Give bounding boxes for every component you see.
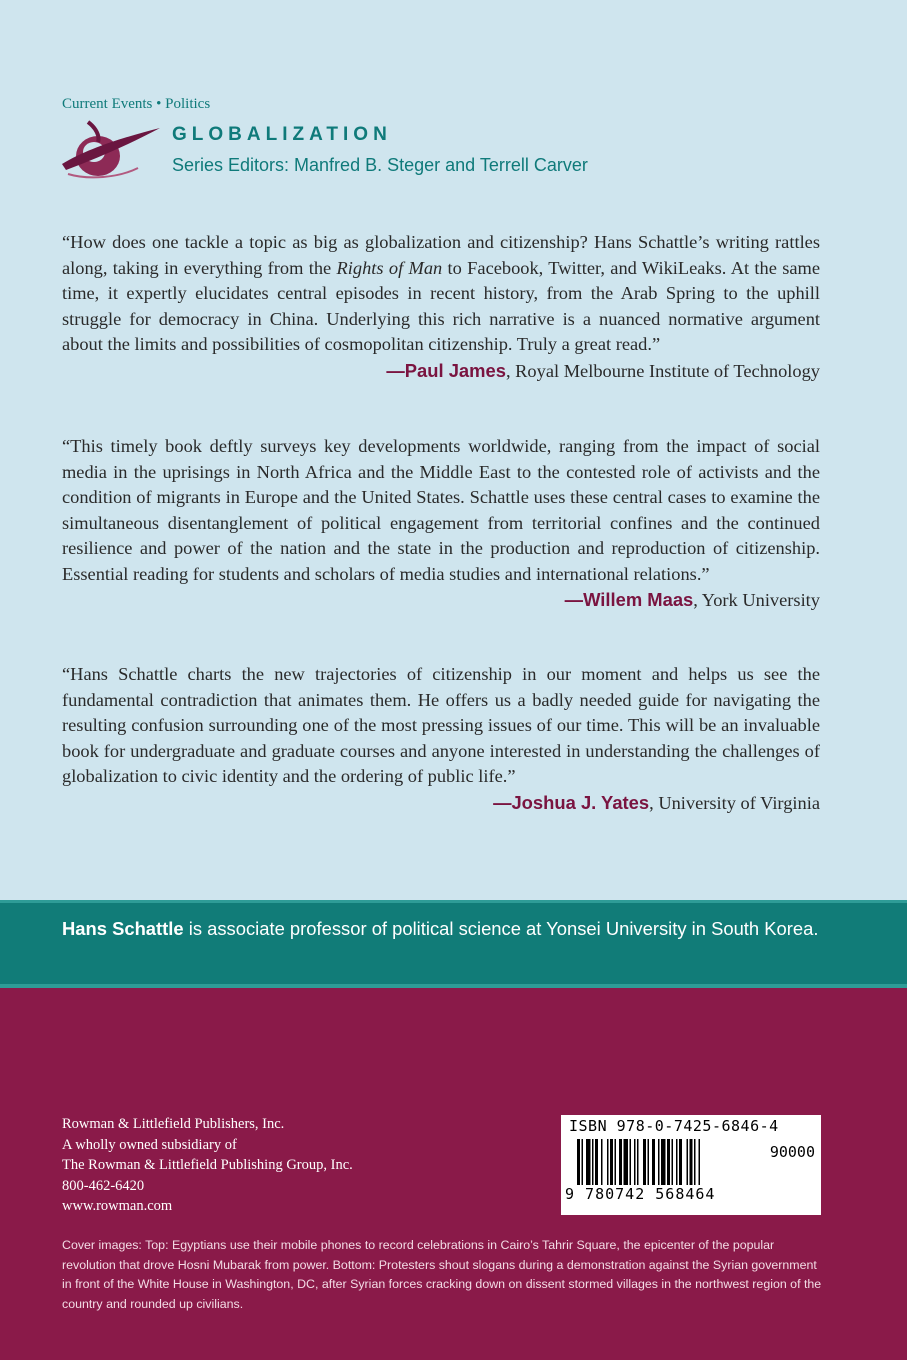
series-editors: Series Editors: Manfred B. Steger and Terrell Carver — [172, 155, 588, 175]
globe-swoosh-logo-icon — [58, 118, 162, 184]
blurb-1-quote: “How does one tackle a topic as big as globalization and citizenship? Hans Schattle’s writing rattles along, taking in everything from the Rights of Man to Facebook, Twitter, and WikiLeaks. At the same time, it expertly elucidates central episodes in recent history, from the Arab Spring to the uphill struggle for democracy in China. Underlying this rich narrative is a nuanced normative argument about the limits and possibilities of cosmopolitan citizenship. Truly a great read.” — [62, 232, 820, 354]
series-kicker: Current Events • Politics — [62, 96, 211, 112]
blurb-3-attribution: —Joshua J. Yates, University of Virginia — [493, 791, 820, 813]
publisher-website: www.rowman.com — [62, 1198, 173, 1214]
isbn-text: ISBN 978-0-7425-6846-4 — [569, 1117, 779, 1135]
publisher-subsidiary: A wholly owned subsidiary of — [62, 1136, 237, 1153]
blurb-1 — [62, 230, 820, 384]
blurb-2-attribution: —Willem Maas, York University — [564, 589, 820, 610]
author-bio-band — [0, 900, 907, 988]
publisher-phone: 800-462-6420 — [62, 1177, 145, 1194]
price-code: 90000 — [769, 1143, 815, 1161]
blurb-3 — [62, 662, 820, 816]
blurb-2-quote: “This timely book deftly surveys key developments worldwide, ranging from the impact of social media in the uprisings in North Africa and the Middle East to the contested role of activists and the condition of migrants in Europe and the United States. Schattle uses these central cases to examine the simultaneous disentanglement of political engagement from territorial confines and the continued resilience and power of the nation and the state in the production and reproduction of citizenship. Essential reading for students and scholars of media studies and international relations.” — [62, 436, 820, 584]
barcode-bars-icon — [577, 1139, 747, 1187]
publisher-name: Rowman & Littlefield Publishers, Inc. — [62, 1116, 285, 1132]
cover-image-credits: Cover images: Top: Egyptians use their mobile phones to record celebrations in Cairo’s Tahrir Square, the epicenter of the popular revolution that drove Hosni Mubarak from power. Bottom: Protesters shout slogans during a demonstration against the Syrian government in front of the White House in Washington, DC, after Syrian forces cracking down on dissent stormed villages in the northwest region of the country and rounded up civilians. — [62, 1238, 822, 1311]
author-bio: Hans Schattle is associate professor of political science at Yonsei University in South Korea. — [62, 918, 819, 939]
blurb-1-attribution: —Paul James, Royal Melbourne Institute of Technology — [386, 359, 820, 381]
series-title: GLOBALIZATION — [172, 124, 392, 145]
publisher-info — [62, 1114, 353, 1217]
blurb-2 — [62, 434, 820, 614]
blurb-3-quote: “Hans Schattle charts the new trajectories of citizenship in our moment and helps us see the fundamental contradiction that animates them. He offers us a badly needed guide for navigating the resulting confusion surrounding one of the most pressing issues of our time. This will be an invaluable book for undergraduate and graduate courses and anyone interested in understanding the challenges of globalization to civic identity and the ordering of public life.” — [62, 664, 820, 786]
ean-digits: 9 780742 568464 — [565, 1185, 716, 1203]
isbn-barcode — [561, 1115, 821, 1215]
publisher-group: The Rowman & Littlefield Publishing Group, Inc. — [62, 1157, 353, 1173]
